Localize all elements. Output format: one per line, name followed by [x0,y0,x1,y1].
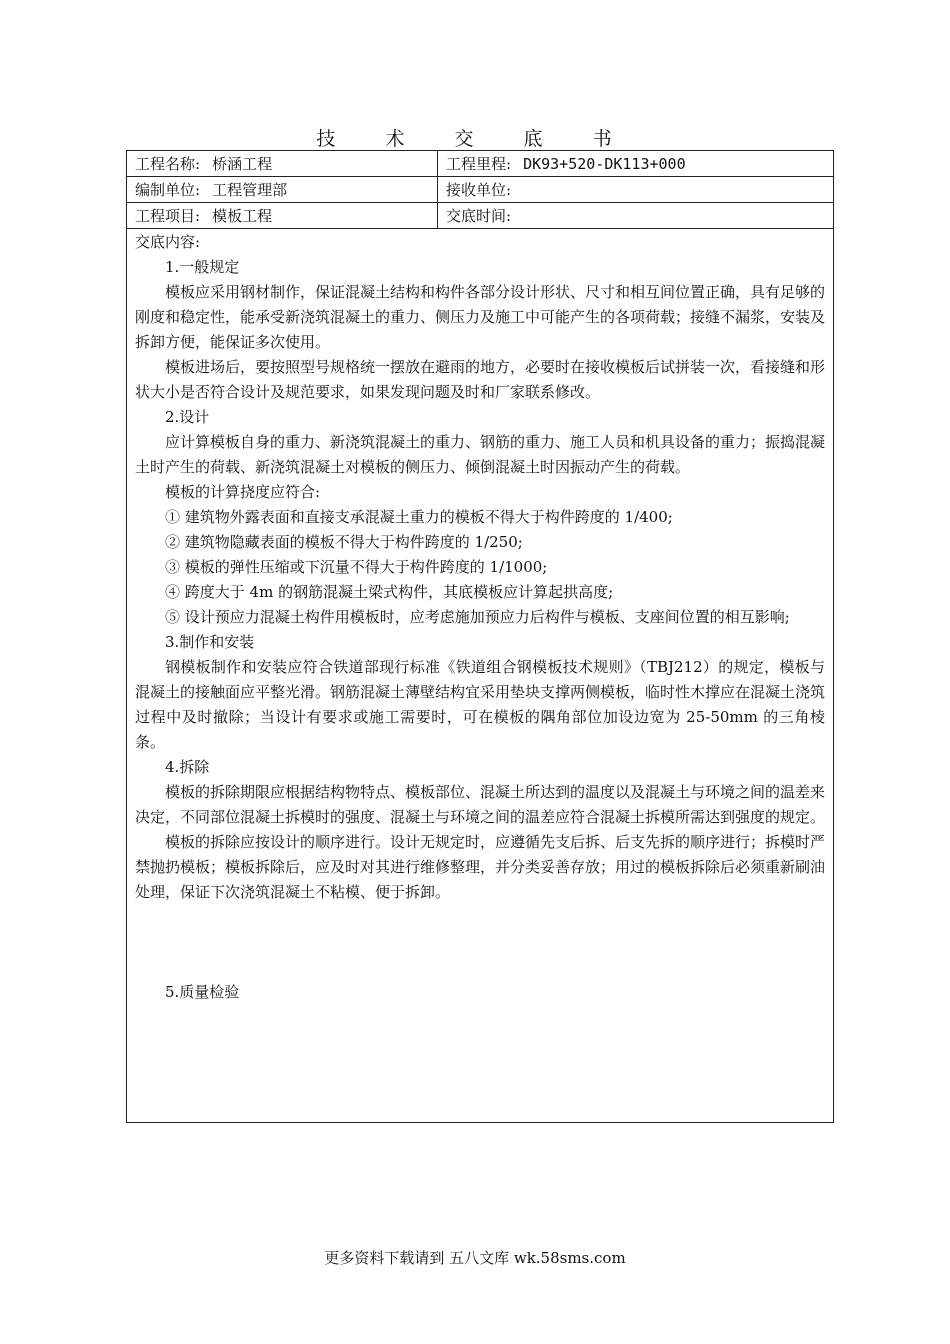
list-item: ⑤ 设计预应力混凝土构件用模板时，应考虑施加预应力后构件与模板、支座间位置的相互影响; [165,608,790,626]
content-box [126,227,834,1123]
paragraph: 钢模板制作和安装应符合铁道部现行标准《铁道组合钢模板技术规则》（TBJ212）的规定，模板与混凝土的接触面应平整光滑。钢筋混凝土薄壁结构宜采用垫块支撑两侧模板，临时性木撑应在混凝土浇筑过程中及时撤除；当设计有要求或施工需要时，可在模板的隅角部位加设边宽为 25-50mm 的三角棱条。 [135,658,826,751]
list-item: ② 建筑物隐藏表面的模板不得大于构件跨度的 1/250; [165,533,523,551]
unit-cell [127,177,438,203]
document-title: 技 术 交 底 书 [316,128,634,150]
unit-label: 编制单位: [135,181,201,199]
header-row [127,203,834,229]
blank-space [135,905,825,980]
list-item: ① 建筑物外露表面和直接支承混凝土重力的模板不得大于构件跨度的 1/400; [165,508,673,526]
receiver-cell [438,177,834,203]
project-name-label: 工程名称: [135,155,201,173]
item-cell [127,203,438,229]
mileage-label: 工程里程: [446,155,512,173]
paragraph: 模板的拆除应按设计的顺序进行。设计无规定时，应遵循先支后拆、后支先拆的顺序进行；拆模时严禁抛扔模板；模板拆除后，应及时对其进行维修整理，并分类妥善存放；用过的模板拆除后必须重新刷油处理，保证下次浇筑混凝土不粘模、便于拆卸。 [135,833,826,901]
paragraph: 模板的计算挠度应符合: [165,483,321,501]
project-name-cell [127,151,438,177]
paragraph: 模板应采用钢材制作，保证混凝土结构和构件各部分设计形状、尺寸和相互间位置正确，具有足够的刚度和稳定性，能承受新浇筑混凝土的重力、侧压力及施工中可能产生的各项荷载；接缝不漏浆，安装及拆卸方便，能保证多次使用。 [135,283,826,351]
header-row [127,177,834,203]
item-label: 工程项目: [135,207,201,225]
mileage-value: DK93+520-DK113+000 [523,155,686,173]
time-cell [438,203,834,229]
footer-link-text: 更多资料下载请到 五八文库 wk.58sms.com [324,1249,626,1267]
unit-value: 工程管理部 [212,181,288,199]
section-title: 5.质量检验 [165,983,240,1001]
time-label: 交底时间: [446,207,512,225]
content-label: 交底内容: [135,233,201,251]
item-value: 模板工程 [212,207,273,225]
list-item: ③ 模板的弹性压缩或下沉量不得大于构件跨度的 1/1000; [165,558,548,576]
paragraph: 模板的拆除期限应根据结构物特点、模板部位、混凝土所达到的温度以及混凝土与环境之间的温差来决定，不同部位混凝土拆模时的强度、混凝土与环境之间的温差应符合混凝土拆模所需达到强度的规定。 [135,783,826,826]
section-title: 1.一般规定 [165,258,240,276]
mileage-cell [438,151,834,177]
section-title: 4.拆除 [165,758,210,776]
list-item: ④ 跨度大于 4m 的钢筋混凝土梁式构件，其底模板应计算起拱高度; [165,583,614,601]
content-body [135,255,825,1005]
section-title: 2.设计 [165,408,210,426]
header-table [126,150,834,229]
header-row [127,151,834,177]
paragraph: 应计算模板自身的重力、新浇筑混凝土的重力、钢筋的重力、施工人员和机具设备的重力；振捣混凝土时产生的荷载、新浇筑混凝土对模板的侧压力、倾倒混凝土时因振动产生的荷载。 [135,433,826,476]
receiver-label: 接收单位: [446,181,512,199]
section-title: 3.制作和安装 [165,633,255,651]
paragraph: 模板进场后，要按照型号规格统一摆放在避雨的地方，必要时在接收模板后试拼装一次，看接缝和形状大小是否符合设计及规范要求，如果发现问题及时和厂家联系修改。 [135,358,826,401]
project-name-value: 桥涵工程 [212,155,273,173]
